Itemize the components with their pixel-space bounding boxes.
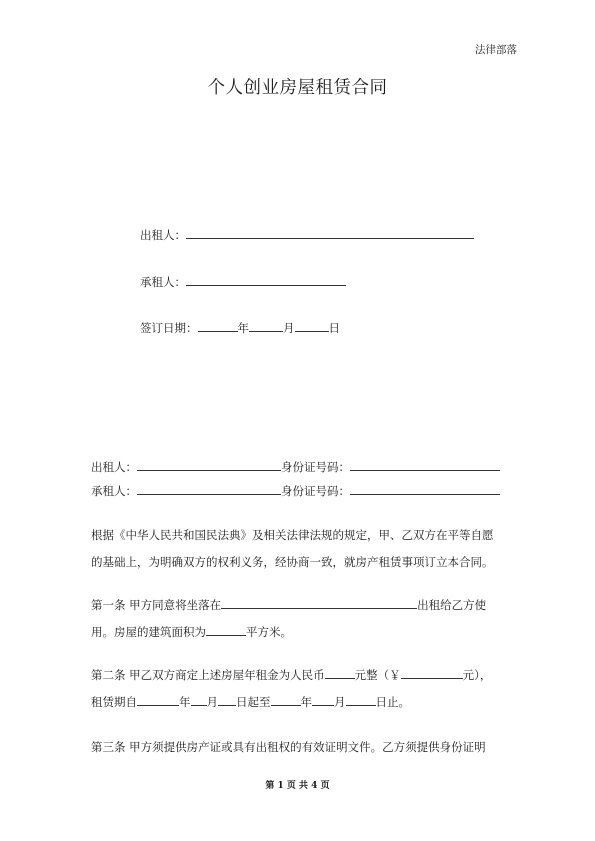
party-lessor-row bbox=[91, 458, 500, 475]
intro-line-1: 根据《中华人民共和国民法典》及相关法律法规的规定，甲、乙双方在平等自愿 bbox=[91, 528, 494, 542]
cover-year-blank bbox=[198, 319, 238, 332]
article-2-rent-words-blank bbox=[325, 666, 355, 679]
document-title: 个人创业房屋租赁合同 bbox=[207, 78, 388, 98]
article-2-rent-amount-blank bbox=[401, 666, 463, 679]
article-2-end-month-blank bbox=[312, 693, 334, 706]
party-lessee-blank bbox=[137, 482, 281, 495]
article-2-end-day-blank bbox=[346, 693, 376, 706]
article-1 bbox=[91, 592, 507, 646]
cover-lessee-row bbox=[140, 273, 346, 290]
article-2-day-1: 日起至 bbox=[236, 695, 271, 709]
article-3 bbox=[91, 734, 507, 761]
cover-lessee-blank bbox=[186, 273, 346, 286]
article-2-text-d: 租赁期自 bbox=[91, 695, 137, 709]
party-lessee-id-label: 身份证号码： bbox=[281, 484, 350, 498]
header-tag: 法律部落 bbox=[475, 44, 517, 56]
article-2-line-1 bbox=[91, 662, 507, 689]
article-1-text-d: 平方米。 bbox=[246, 625, 292, 639]
article-2-day-2: 日止。 bbox=[375, 695, 410, 709]
article-1-area-blank bbox=[206, 623, 246, 636]
cover-lessor-label: 出租人： bbox=[140, 228, 186, 242]
article-2-start-month-blank bbox=[191, 693, 207, 706]
cover-lessee-label: 承租人： bbox=[140, 275, 186, 289]
article-3-line-1: 第三条 甲方须提供房产证或具有出租权的有效证明文件。乙方须提供身份证明 bbox=[91, 740, 486, 754]
cover-year-label: 年 bbox=[237, 321, 249, 335]
article-2-end-year-blank bbox=[271, 693, 301, 706]
article-2-start-year-blank bbox=[137, 693, 179, 706]
article-2-text-b: 元整（￥ bbox=[354, 668, 401, 682]
article-1-text-c: 用。房屋的建筑面积为 bbox=[91, 625, 206, 639]
party-lessor-blank bbox=[137, 458, 281, 471]
cover-lessor-blank bbox=[186, 226, 474, 239]
intro-line-2: 的基础上，为明确双方的权利义务，经协商一致，就房产租赁事项订立本合同。 bbox=[91, 555, 494, 569]
article-2-start-day-blank bbox=[218, 693, 236, 706]
cover-sign-label: 签订日期： bbox=[140, 321, 198, 335]
article-2-text-c: 元）， bbox=[462, 668, 492, 682]
party-lessor-label: 出租人： bbox=[91, 460, 137, 474]
cover-day-blank bbox=[295, 319, 329, 332]
party-lessor-id-label: 身份证号码： bbox=[281, 460, 350, 474]
cover-day-label: 日 bbox=[328, 321, 340, 335]
article-2 bbox=[91, 662, 507, 716]
article-2-month-2: 月 bbox=[334, 695, 346, 709]
article-1-text-b: 出租给乙方使 bbox=[417, 598, 487, 612]
party-lessee-row bbox=[91, 482, 500, 499]
article-1-line-1 bbox=[91, 592, 507, 619]
cover-lessor-row bbox=[140, 226, 474, 243]
article-2-year-2: 年 bbox=[300, 695, 312, 709]
article-2-text-a: 第二条 甲乙双方商定上述房屋年租金为人民币 bbox=[91, 668, 325, 682]
article-2-year-1: 年 bbox=[179, 695, 191, 709]
party-lessee-label: 承租人： bbox=[91, 484, 137, 498]
party-lessor-id-blank bbox=[350, 458, 500, 471]
page-footer: 第 1 页 共 4 页 bbox=[265, 781, 330, 791]
cover-month-blank bbox=[249, 319, 283, 332]
cover-sign-date-row bbox=[140, 319, 340, 336]
intro-paragraph bbox=[91, 522, 507, 576]
article-1-text-a: 第一条 甲方同意将坐落在 bbox=[91, 598, 222, 612]
cover-month-label: 月 bbox=[283, 321, 295, 335]
article-2-line-2 bbox=[91, 689, 507, 716]
party-lessee-id-blank bbox=[350, 482, 500, 495]
article-2-month-1: 月 bbox=[206, 695, 218, 709]
article-1-location-blank bbox=[221, 596, 417, 609]
article-1-line-2 bbox=[91, 619, 507, 646]
